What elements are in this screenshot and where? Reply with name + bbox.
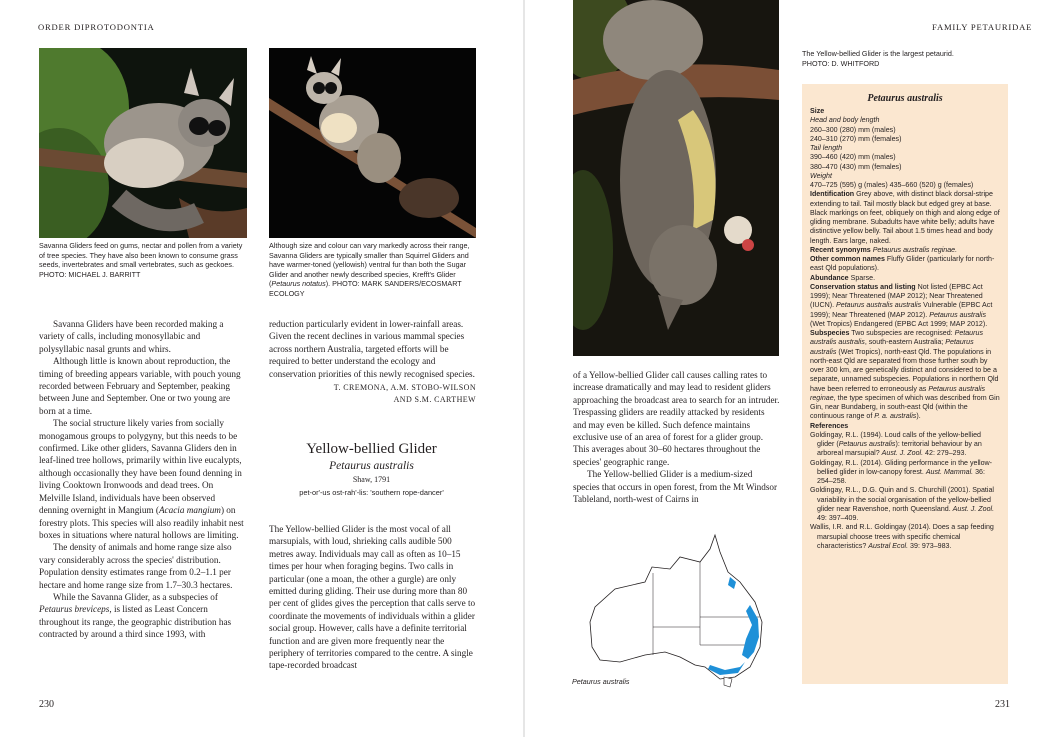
factbox-title: Petaurus australis: [867, 93, 943, 104]
page-number-left: 230: [39, 699, 54, 710]
photo-caption-2: Although size and colour can vary markedly across their range, Savanna Gliders are typically smaller than Squirrel Gliders and have warmer-toned (yellowish) ventral fur than both the Sugar Glider and another newly described species, Krefft's Glider (Petaurus notatus). PHOTO: MARK SANDERS/ECOSMART ECOLOGY: [269, 241, 470, 298]
map-caption: Petaurus australis: [572, 677, 630, 686]
paragraph: of a Yellow-bellied Glider call causes calling rates to increase dramatically and may lead to resident gliders approaching the broadcast area to search for an intruder. Trespassing gliders are readily attacked by residents and may even be killed. Such defence maintains exclusive use of an area of forest for a glider group. This averages about 30–60 hectares throughout the species' geographic range.: [573, 370, 780, 467]
species-heading: [269, 440, 474, 500]
reference-item: Wallis, I.R. and R.L. Goldingay (2014). Does a sap feeding marsupial choose trees with specific chemical characteristics? Austral Ecol. 39: 973–983.: [810, 523, 994, 550]
left-body-column-1: [39, 318, 246, 641]
factbox-identification: Identification Grey above, with distinct black dorsal-stripe extending to tail. Tail mostly black but edged grey at base. Black markings on feet, obliquely on thigh and along edge of gliding membrane. Subadults have white belly; adults have distinctive yellow belly. Tail about 1.5 times head and body length. Ears large, naked.: [810, 190, 1000, 245]
paragraph: The Yellow-bellied Glider is the most vocal of all marsupials, with loud, shrieking calls audible 500 metres away. Individuals may call as often as 10–15 times per hour when foraging begins. Two calls in particular (one a moan, the other a gurgle) are only emitted during gliding. Their use during more than 80 per cent of glides gives the perception that calls serve to coordinate the movements of individuals within a glider social group. However, calls have a definite territorial function and are given more frequently near the periphery of territories compared to the centre. A single tape-recorded broadcast: [269, 524, 476, 671]
left-body-column-2-lower: [269, 523, 476, 672]
paragraph: Savanna Gliders have been recorded making a variety of calls, including monosyllabic and polysyllabic nasal grunts and whirs.: [39, 319, 224, 354]
factbox-subspecies: Subspecies Two subspecies are recognised: Petaurus australis australis, south-eastern Australia; Petaurus australis (Wet Tropics), north-east Qld. The populations in north-east Qld are separated from those further south by over 300 km, are genetically distinct and considered to be a separate, unnamed subspecies. Populations in northern Qld have been referred to erroneously as Petaurus australis reginae, the type specimen of which was described from Gin Gin, near Bundaberg, in south-east Qld (within the continuous range of P. a. australis).: [810, 329, 1000, 421]
main-photo-caption: The Yellow-bellied Glider is the largest petaurid. PHOTO: D. WHITFORD: [802, 49, 954, 68]
species-authority: Shaw, 1791: [352, 475, 391, 484]
running-head-left: ORDER DIPROTODONTIA: [38, 22, 155, 32]
reference-item: Goldingay, R.L., D.G. Quin and S. Churchill (2001). Spatial variability in the social organisation of the yellow-bellied glider near Ravenshoe, north Queensland. Aust. J. Zool. 49: 397–409.: [810, 486, 995, 522]
left-body-column-2: [269, 318, 476, 406]
paragraph: reduction particularly evident in lower-rainfall areas. Given the recent declines in various mammal species across northern Australia, targeted efforts will be required to better understand the ecology and conservation priorities of this newly recognised species.: [269, 319, 475, 379]
savanna-glider-photo-2: [269, 48, 476, 238]
factbox-references-label: References: [810, 421, 849, 430]
paragraph: The social structure likely varies from socially monogamous groups to polygyny, but this needs to be confirmed. Like other gliders, Savanna Gliders den in leaf-lined tree hollows, primarily within live eucalypts, although occasionally they have been found denning in living Cooktown Ironwoods and dead trees. On Melville Island, individuals have been observed denning overnight in Mangium (Acacia mangium) on forestry plots. This species will also readily inhabit nest boxes in situations where natural hollows are limiting.: [39, 418, 244, 540]
paragraph: The Yellow-bellied Glider is a medium-sized species that occurs in open forest, from the Mt Windsor Tableland, north-west of Cairns in: [573, 469, 778, 505]
paragraph: While the Savanna Glider, as a subspecies of Petaurus breviceps, is listed as Least Concern throughout its range, the geographic distribution has contracted by around a third since 1993, with: [39, 591, 232, 640]
species-pronunciation: pet-or'-us ost-rah'-lis: 'southern rope-dancer': [299, 488, 444, 497]
running-head-right: FAMILY PETAURIDAE: [932, 22, 1033, 32]
species-fact-box: Petaurus australis Size Head and body length 260–300 (280) mm (males) 240–310 (270) mm (females) Tail length 390–460 (420) mm (males) 380–470 (430) mm (females) Weight 470–725 (595) g (males) 435–660 (520) g (females) Identification Grey above, with distinct black dorsal-stripe extending to tail. Tail mostly black but edged grey at base. Black markings on feet, obliquely on thigh and along edge of gliding membrane. Subadults have white belly; adults have distinctive yellow belly. Tail about 1.5 times head and body length. Ears large, naked. Recent synonyms Petaurus australis reginae. Other common names Fluffy Glider (particularly for north-east Qld populations). Abundance Sparse. Conservation status and listing Not listed (EPBC Act 1999); Near Threatened (MAP 2012); Near Threatened (IUCN). Petaurus australis australis Vulnerable (EPBC Act 1999); Near Threatened (MAP 2012). Petaurus australis (Wet Tropics) Endangered (EPBC Act 1999; MAP 2012). Subspecies Two subspecies are recognised: Petaurus australis australis, south-eastern Australia; Petaurus australis (Wet Tropics), north-east Qld. The populations in north-east Qld are separated from those further south by over 300 km, are genetically distinct and considered to be a separate, unnamed subspecies. Populations in northern Qld have been referred to erroneously as Petaurus australis reginae, the type specimen of which was described from Gin Gin, near Bundaberg, in south-east Qld (within the continuous range of P. a. australis). References Goldingay, R.L. (1994). Loud calls of the yellow-bellied glider (Petaurus australis): territorial behaviour by an arboreal marsupial? Aust. J. Zool. 42: 279–293. Goldingay, R.L. (2014). Gliding performance in the yellow-bellied glider in low-canopy forest. Aust. Mammal. 36: 254–258. Goldingay, R.L., D.G. Quin and S. Churchill (2001). Spatial variability in the social organisation of the yellow-bellied glider near Ravenshoe, north Queensland. Aust. J. Zool. 49: 397–409. Wallis, I.R. and R.L. Goldingay (2014). Does a sap feeding marsupial choose trees with specific chemical characteristics? Austral Ecol. 39: 973–983.: [802, 84, 1008, 684]
species-common-name: Yellow-bellied Glider: [306, 441, 437, 457]
factbox-common-names: Other common names Fluffy Glider (particularly for north-east Qld populations).: [810, 255, 995, 273]
photo-caption-1: Savanna Gliders feed on gums, nectar and pollen from a variety of tree species. They have also been known to consume grass seeds, invertebrates and small vertebrates, such as geckoes. PHOTO: MICHAEL J. BARRITT: [39, 241, 243, 279]
factbox-synonyms: Recent synonyms Petaurus australis reginae.: [810, 245, 958, 254]
book-spine: [523, 0, 525, 737]
factbox-abundance: Abundance Sparse.: [810, 273, 876, 282]
page-number-right: 231: [995, 699, 1010, 710]
species-scientific-name: Petaurus australis: [329, 460, 414, 472]
factbox-conservation: Conservation status and listing Not listed (EPBC Act 1999); Near Threatened (MAP 2012); Near Threatened (IUCN). Petaurus australis australis Vulnerable (EPBC Act 1999); Near Threatened (MAP 2012). Petaurus australis (Wet Tropics) Endangered (EPBC Act 1999; MAP 2012).: [810, 282, 993, 328]
savanna-glider-photo-1: [39, 48, 247, 238]
paragraph: Although little is known about reproduction, the timing of breeding appears variable, with pouch young recorded between February and September, peaking between June and September. One or two young are born at a time.: [39, 356, 241, 416]
reference-item: Goldingay, R.L. (2014). Gliding performance in the yellow-bellied glider in low-canopy forest. Aust. Mammal. 36: 254–258.: [810, 458, 993, 485]
right-body-column: [573, 369, 780, 505]
author-signature: T. CREMONA, A.M. STOBO-WILSON AND S.M. CARTHEW: [333, 383, 476, 405]
yellow-bellied-glider-photo: [573, 0, 779, 356]
reference-item: Goldingay, R.L. (1994). Loud calls of the yellow-bellied glider (Petaurus australis): territorial behaviour by an arboreal marsupial? Aust. J. Zool. 42: 279–293.: [810, 430, 982, 458]
paragraph: The density of animals and home range size also vary considerably across the species' distribution. Population density estimates range from 0.2–1.1 per hectare and home range size from 1.7–30.3 hectares.: [39, 542, 233, 590]
distribution-map: [570, 527, 781, 695]
